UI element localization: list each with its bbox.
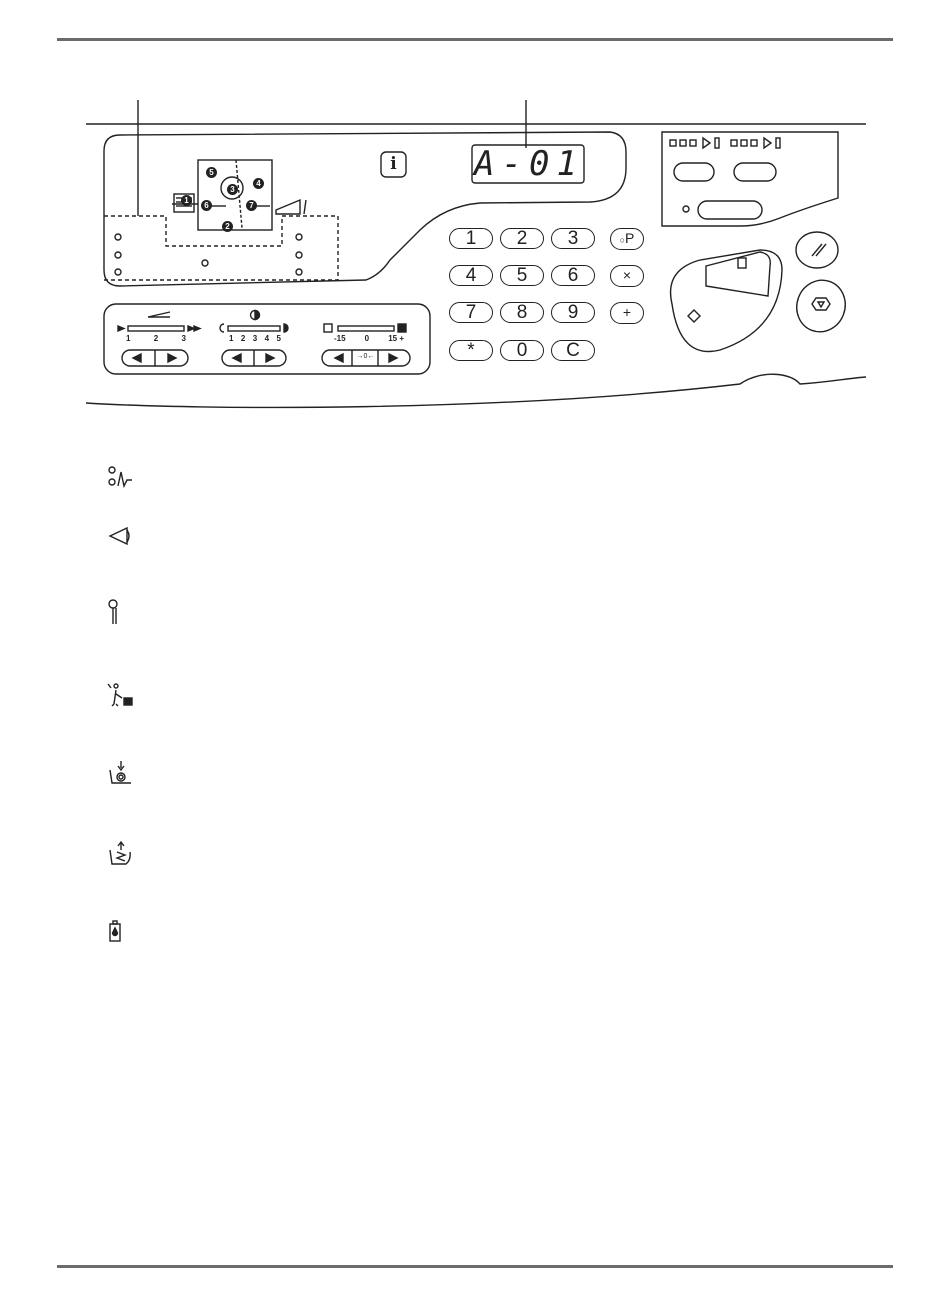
position-reset-button[interactable]: →0← <box>356 353 375 360</box>
paper-feed-error-icon <box>110 761 131 783</box>
density-tick: 3 <box>252 334 258 343</box>
density-tick: 4 <box>264 334 270 343</box>
density-tick: 1 <box>229 334 234 343</box>
density-tick: 5 <box>276 334 281 343</box>
lcd-display: A-01 <box>474 144 584 184</box>
position-tick: -15 <box>334 334 346 343</box>
keypad-key[interactable]: 1 <box>449 228 493 249</box>
diagram-step-marker: 4 <box>253 178 264 189</box>
position-tick: 0 <box>364 334 370 343</box>
density-tick: 2 <box>240 334 246 343</box>
density-scale-ticks <box>229 334 281 343</box>
keypad-key[interactable]: 6 <box>551 265 595 286</box>
diagram-step-marker: 6 <box>201 200 212 211</box>
keypad-key[interactable]: 0 <box>500 340 544 361</box>
diagram-step-marker: 5 <box>206 167 217 178</box>
paper-eject-error-icon <box>110 842 130 864</box>
speed-tick: 3 <box>181 334 186 343</box>
diagram-step-marker: 1 <box>181 195 192 206</box>
plus-key[interactable]: + <box>610 302 644 324</box>
keypad-key[interactable]: 7 <box>449 302 493 323</box>
speed-tick: 1 <box>126 334 131 343</box>
door-open-icon <box>108 684 132 706</box>
program-key[interactable]: ○P <box>610 228 644 250</box>
mode-panel-frame <box>662 132 838 226</box>
keypad-key[interactable]: 3 <box>551 228 595 249</box>
diagram-step-marker: 7 <box>246 200 257 211</box>
speed-tick: 2 <box>153 334 159 343</box>
keypad-key[interactable]: 5 <box>500 265 544 286</box>
position-tick: 15 + <box>388 334 404 343</box>
paper-jam-icon <box>109 467 132 486</box>
keypad-key[interactable]: 8 <box>500 302 544 323</box>
clear-key[interactable]: × <box>610 265 644 287</box>
keypad-key[interactable]: * <box>449 340 493 361</box>
keypad-key[interactable]: C <box>551 340 595 361</box>
start-button-area-frame <box>671 250 782 352</box>
program-key-label: P <box>625 230 635 246</box>
service-call-icon <box>109 600 117 624</box>
speed-scale-ticks <box>126 334 186 343</box>
panel-bottom-edge <box>86 374 866 407</box>
ink-empty-icon <box>110 921 120 941</box>
keypad-key[interactable]: 2 <box>500 228 544 249</box>
indicator-dashed-box <box>104 216 338 280</box>
keypad-key[interactable]: 9 <box>551 302 595 323</box>
diagram-step-marker: 3 <box>227 184 238 195</box>
keypad-key[interactable]: 4 <box>449 265 493 286</box>
output-tray-illustration <box>276 200 300 214</box>
original-feed-icon <box>110 528 129 544</box>
position-scale-ticks <box>334 334 404 343</box>
info-icon[interactable]: i <box>390 154 397 174</box>
diagram-step-marker: 2 <box>222 221 233 232</box>
